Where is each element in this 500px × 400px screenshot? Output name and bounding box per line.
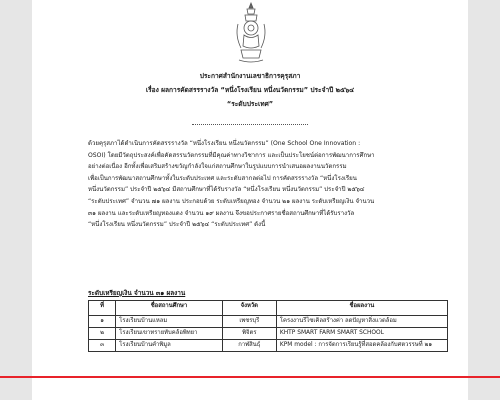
table-row	[89, 340, 448, 352]
table-row	[89, 316, 448, 328]
row-number: ๑	[89, 316, 116, 328]
row-number: ๒	[89, 328, 116, 340]
header-province: จังหวัด	[222, 301, 276, 316]
row-school: โรงเรียนบ้านแหลม	[116, 316, 223, 328]
announcement-level: “ระดับประเทศ”	[226, 100, 274, 108]
announcement-subject: เรื่อง ผลการคัดสรรรางวัล “หนึ่งโรงเรียน หนึ่งนวัตกรรม” ประจำปี ๒๕๖๔	[145, 86, 355, 94]
table-row	[89, 328, 448, 340]
header-number: ที่	[89, 301, 116, 316]
accent-underline	[0, 376, 500, 378]
row-number: ๓	[89, 340, 116, 352]
dotted-divider	[192, 124, 308, 125]
silver-level-heading: ระดับเหรียญเงิน จำนวน ๓๑ ผลงาน	[88, 289, 186, 297]
row-province: พิจิตร	[222, 328, 276, 340]
row-work-title: KPM model : การจัดการเรียนรู้ที่สอดคล้องกับศตวรรษที่ ๒๑	[276, 340, 447, 352]
row-school: โรงเรียนบ้านคำพิมูล	[116, 340, 223, 352]
row-school: โรงเรียนเขาทรายทับคล้อพิทยา	[116, 328, 223, 340]
announcement-heading: ประกาศสำนักงานเลขาธิการคุรุสภา	[199, 72, 301, 80]
header-work-title: ชื่อผลงาน	[276, 301, 447, 316]
award-table	[88, 300, 448, 352]
row-work-title: KHTP SMART FARM SMART SCHOOL	[276, 328, 447, 340]
header-school: ชื่อสถานศึกษา	[116, 301, 223, 316]
row-province: กาฬสินธุ์	[222, 340, 276, 352]
row-work-title: โครงงานรีไซเคิลสร้างค่า ลดปัญหาสิ่งแวดล้อม	[276, 316, 447, 328]
teachers-council-emblem	[234, 2, 268, 66]
row-province: เพชรบุรี	[222, 316, 276, 328]
document-page	[32, 0, 468, 400]
table-header-row	[89, 301, 448, 316]
announcement-paragraph: ด้วยคุรุสภาได้ดำเนินการคัดสรรรางวัล “หนึ่งโรงเรียน หนึ่งนวัตกรรม” (One School One Innovation : OSOI) โดยมีวัตถุประสงค์เพื่อคัดสรรนวัตกรรมที่มีคุณค่าทางวิชาการ และเป็นประโยชน์ต่อการพัฒนาการศึกษา อย่างต่อเนื่อง อีกทั้งเพื่อเสริมสร้างขวัญกำลังใจแก่สถานศึกษาในรูปแบบการนำเสนอผลงานนวัตกรรม เพื่อเป็นการพัฒนาสถานศึกษาทั้งในระดับประเทศ และระดับสากลต่อไป การคัดสรรรางวัล “หนึ่งโรงเรียน หนึ่งนวัตกรรม” ประจำปี ๒๕๖๔ มีสถานศึกษาที่ได้รับรางวัล “หนึ่งโรงเรียน หนึ่งนวัตกรรม” ประจำปี ๒๕๖๔ “ระดับประเทศ” จำนวน ๗๑ ผลงาน ประกอบด้วย ระดับเหรียญทอง จำนวน ๒๑ ผลงาน ระดับเหรียญเงิน จำนวน ๓๑ ผลงาน และระดับเหรียญทองแดง จำนวน ๑๙ ผลงาน จึงขอประกาศรายชื่อสถานศึกษาที่ได้รับรางวัล “หนึ่งโรงเรียน หนึ่งนวัตกรรม” ประจำปี ๒๕๖๔ “ระดับประเทศ” ดังนี้	[88, 140, 375, 229]
